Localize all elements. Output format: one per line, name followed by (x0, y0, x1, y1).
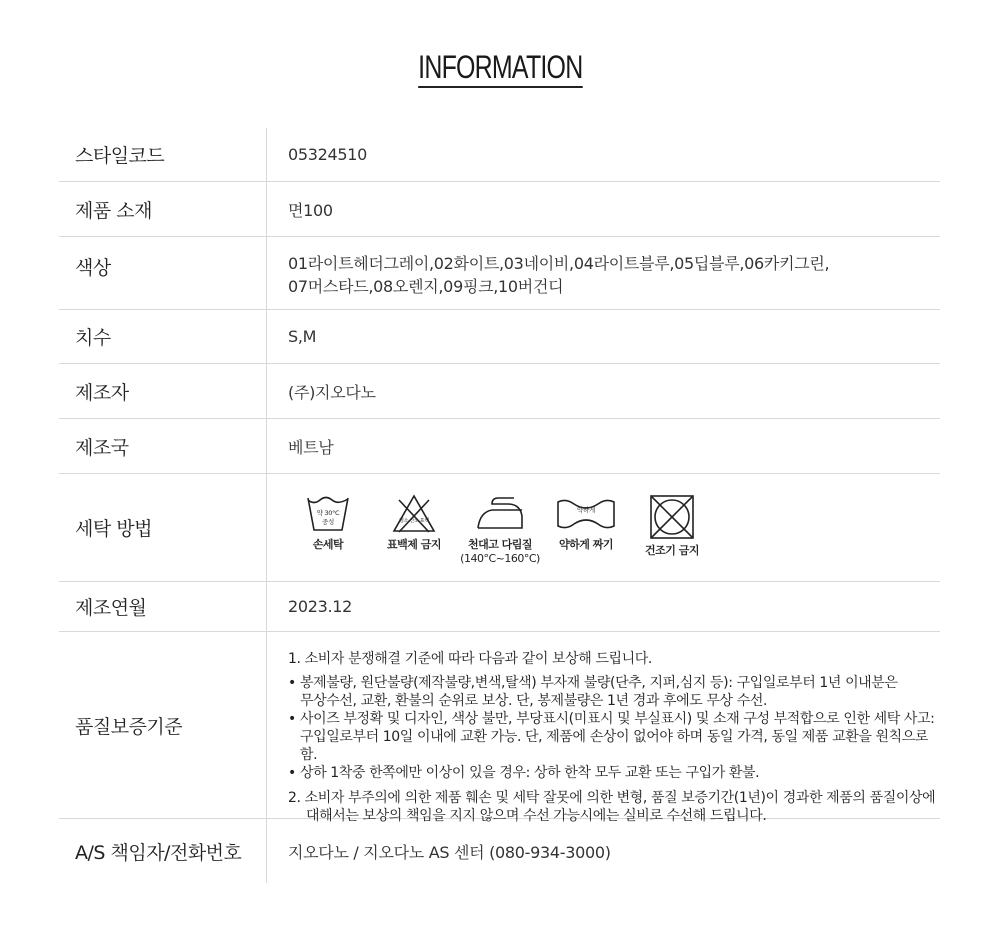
row-label: 제조연월 (59, 582, 267, 631)
care-icons (267, 474, 940, 581)
row-label: 색상 (59, 237, 267, 309)
row-style-code (59, 128, 940, 182)
row-value: 면100 (288, 200, 333, 220)
care-iron (460, 494, 540, 566)
row-label: 제조국 (59, 419, 267, 473)
care-label: 천대고 다림질 (467, 538, 533, 551)
hand-wash-icon (305, 494, 351, 534)
care-label: 약하게 짜기 (559, 538, 613, 551)
row-label: 제품 소재 (59, 182, 267, 236)
quality-paragraph-2-line-1: 2. 소비자 부주의에 의한 제품 훼손 및 세탁 잘못에 의한 변형, 품질 보증기간(1년)이 경과한 제품의 품질이상에 (288, 790, 936, 806)
row-quality (59, 632, 940, 824)
gentle-wring-text: 약하게 (577, 506, 595, 514)
care-gentle-wring (546, 494, 626, 552)
row-label: 치수 (59, 310, 267, 363)
quality-bullet-2-line-1: 사이즈 부정확 및 디자인, 색상 불만, 부당표시(미표시 및 부실표시) 및 소재 구성 부적합으로 인한 세탁 사고: (300, 711, 935, 727)
quality-bullet-2-line-2: 구입일로부터 10일 이내에 교환 가능. 단, 제품에 손상이 없어야 하며 동일 가격, 동일 제품 교환을 원칙으로 함. (300, 729, 928, 763)
info-table (59, 128, 940, 883)
page-title: INFORMATION (418, 50, 582, 88)
quality-bullet-1-line-1: 봉제불량, 원단불량(제작불량,변색,탈색) 부자재 불량(단추, 지퍼,심지 등): 구입일로부터 1년 이내분은 (300, 675, 898, 691)
row-label: 제조자 (59, 364, 267, 418)
care-no-tumble-dry (632, 494, 712, 558)
row-value: (주)지오다노 (288, 382, 376, 402)
row-value: 2023.12 (288, 597, 353, 616)
care-label: 표백제 금지 (387, 538, 441, 551)
no-bleach-icon (391, 494, 437, 534)
quality-bullet-1-line-2: 무상수선, 교환, 환불의 순위로 보상. 단, 봉제불량은 1년 경과 후에도 무상 수선. (300, 693, 768, 709)
color-line-1: 01라이트헤더그레이,02화이트,03네이비,04라이트블루,05딥블루,06카키그린, (288, 254, 830, 273)
no-tumble-dry-icon (649, 494, 695, 540)
quality-text (267, 632, 940, 824)
care-label: 손세탁 (312, 538, 344, 551)
quality-paragraph-1: 1. 소비자 분쟁해결 기준에 따라 다음과 같이 보상해 드립니다. (288, 651, 652, 667)
care-no-bleach (374, 494, 454, 552)
color-line-2: 07머스타드,08오렌지,09핑크,10버건디 (288, 277, 564, 296)
quality-paragraph-2-line-2: 대해서는 보상의 책임을 지지 않으며 수선 가능시에는 실비로 수선해 드립니다. (306, 808, 767, 824)
row-label: A/S 책임자/전화번호 (59, 819, 267, 883)
row-maker (59, 364, 940, 419)
row-label: 세탁 방법 (59, 474, 267, 581)
hand-wash-temp: 약 30°C (316, 509, 340, 517)
title-wrap (0, 50, 1000, 88)
row-label: 스타일코드 (59, 128, 267, 181)
gentle-wring-icon (556, 494, 616, 534)
row-material (59, 182, 940, 237)
care-hand-wash (288, 494, 368, 552)
row-value: 05324510 (288, 145, 368, 164)
quality-bullet-1 (288, 674, 940, 710)
care-label: 건조기 금지 (645, 544, 699, 557)
quality-bullet-3: • 상하 1착중 한쪽에만 이상이 있을 경우: 상하 한착 모두 교환 또는 구입가 환불. (288, 764, 940, 782)
row-label: 품질보증기준 (59, 632, 267, 818)
row-color (59, 237, 940, 310)
row-date (59, 582, 940, 632)
iron-icon (474, 494, 526, 534)
row-value: 베트남 (288, 437, 334, 457)
no-bleach-text: 염소·산소 표백 (399, 518, 429, 524)
row-value (267, 237, 940, 309)
quality-bullet-2 (288, 710, 940, 764)
hand-wash-detergent: 중성 (322, 518, 334, 526)
row-value: S,M (288, 327, 317, 346)
row-value: 지오다노 / 지오다노 AS 센터 (080-934-3000) (288, 842, 611, 862)
row-country (59, 419, 940, 474)
row-as (59, 819, 940, 883)
row-wash (59, 474, 940, 582)
care-sub-label: (140°C~160°C) (460, 552, 540, 565)
row-size (59, 310, 940, 364)
